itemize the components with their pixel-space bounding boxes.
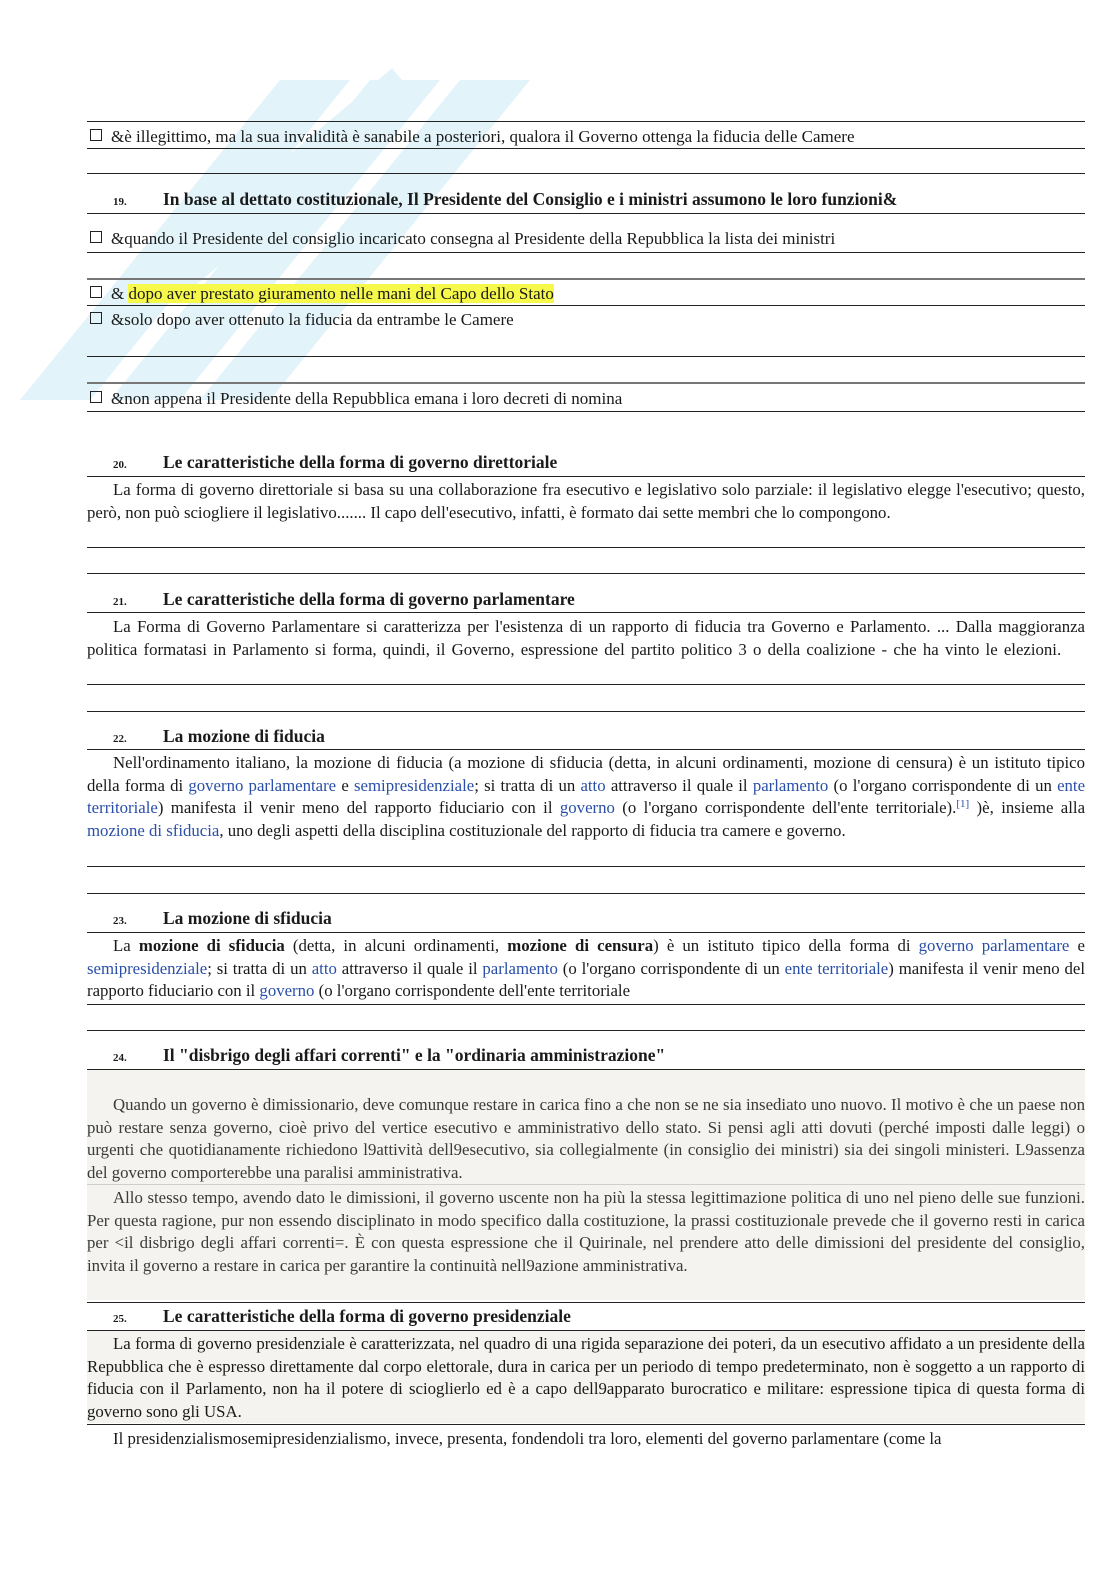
q20-heading: 20. Le caratteristiche della forma di governo direttoriale (113, 452, 558, 472)
q19-option-1[interactable]: &quando il Presidente del consiglio incaricato consegna al Presidente della Repubblica la lista dei ministri (87, 228, 1085, 250)
q19-option-3[interactable]: &solo dopo aver ottenuto la fiducia da entrambe le Camere (87, 309, 1085, 331)
q25-paragraph-2: Il presidenzialismosemipresidenzialismo, invece, presenta, fondendoli tra loro, elementi del governo parlamentare (come la (113, 1429, 942, 1448)
q24-paragraph-2: Allo stesso tempo, avendo dato le dimissioni, il governo uscente non ha più la stessa legittimazione politica di uno nel pieno delle sue funzioni. Per questa ragione, pur non essendo disciplinato in modo specifico dalla costituzione, la prassi costituzionale prevede che il governo resti in carica per <il disbrigo degli affari correnti=. È con questa espressione che il Quirinale, nel prendere atto delle dimissioni del presidente del consiglio, invita il governo a restare in carica per garantire la continuità nell9azione amministrativa. (87, 1188, 1085, 1275)
q25-heading: 25. Le caratteristiche della forma di governo presidenziale (113, 1306, 571, 1326)
q22-answer: Nell'ordinamento italiano, la mozione di fiducia (a mozione di sfiducia (detta, in alcuni ordinamenti, mozione di censura) è un istituto tipico della forma di governo parlamentare e semipresidenziale; si tratta di un atto attraverso il quale il parlamento (o l'organo corrispondente di un ente territoriale) manifesta il venir meno del rapporto fiduciario con il governo (o l'organo corrispondente dell'ente territoriale).[1] )è, insieme alla mozione di sfiducia, uno degli aspetti della disciplina costituzionale del rapporto di fiducia tra camere e governo. (87, 753, 1086, 840)
q25-paragraph-1: La forma di governo presidenziale è caratterizzata, nel quadro di una rigida separazione dei poteri, da un esecutivo affidato a un presidente della Repubblica che è espresso direttamente dal corpo elettorale, dura in carica per un periodo di tempo predeterminato, non è soggetto a un rapporto di fiducia con il Parlamento, non ha il potere di scioglierlo ed è a capo dell9apparato burocratico e militare: espressione tipica di questa forma di governo sono gli USA. (87, 1334, 1085, 1421)
checkbox-icon[interactable] (90, 391, 102, 403)
link-atto[interactable]: atto (580, 775, 606, 795)
checkbox-icon[interactable] (90, 129, 102, 141)
link-governo-parlamentare[interactable]: governo parlamentare (918, 936, 1070, 955)
link-governo-parlamentare[interactable]: governo parlamentare (188, 775, 337, 795)
q21-heading: 21. Le caratteristiche della forma di governo parlamentare (113, 589, 575, 609)
highlighted-answer: dopo aver prestato giuramento nelle mani del Capo dello Stato (128, 284, 554, 303)
q20-answer: La forma di governo direttoriale si basa su una collaborazione fra esecutivo e legislativo solo parziale: il legislativo elegge l'esecutivo; questo, però, non può sciogliere il legislativo....... Il capo dell'esecutivo, infatti, è formato dai sette membri che lo compongono. (87, 480, 1085, 522)
q19-heading: 19. In base al dettato costituzionale, Il Presidente del Consiglio e i ministri assumono le loro funzioni& (113, 189, 898, 209)
link-semipresidenziale[interactable]: semipresidenziale (87, 958, 208, 978)
q21-answer: La Forma di Governo Parlamentare si caratterizza per l'esistenza di un rapporto di fiducia tra Governo e Parlamento. ... Dalla maggioranza politica formatasi in Parlamento si forma, quindi, il Governo, espressione del partito politico 3 o della coalizione - che ha vinto le elezioni. (87, 617, 1085, 659)
link-parlamento[interactable]: parlamento (482, 958, 558, 978)
checkbox-icon[interactable] (90, 286, 102, 298)
link-mozione-di-sfiducia[interactable]: mozione di sfiducia (87, 820, 220, 840)
link-parlamento[interactable]: parlamento (752, 775, 829, 795)
watermark-logo (20, 40, 580, 500)
q22-heading: 22. La mozione di fiducia (113, 726, 325, 746)
link-governo[interactable]: governo (559, 798, 615, 818)
q23-answer: La mozione di sfiducia (detta, in alcuni ordinamenti, mozione di censura) è un istituto tipico della forma di governo parlamentare e semipresidenziale; si tratta di un atto attraverso il quale il parlamento (o l'organo corrispondente di un ente territoriale) manifesta il venir meno del rapporto fiduciario con il governo (o l'organo corrispondente dell'ente territoriale (87, 936, 1086, 1001)
q19-option-4[interactable]: &non appena il Presidente della Repubblica emana i loro decreti di nomina (87, 388, 1085, 410)
checkbox-icon[interactable] (90, 231, 102, 243)
q24-paragraph-1: Quando un governo è dimissionario, deve comunque restare in carica fino a che non se ne sia insediato uno nuovo. Il motivo è che un paese non può restare senza governo, cioè privo del vertice esecutivo e amministrativo dello stato. Si pensi agli atti dovuti (perché imposti dalle leggi) o urgenti che quotidianamente richiedono l9attività dell9esecutivo, sia collegialmente (in consiglio dei ministri) sia dei singoli ministeri. L9assenza del governo comporterebbe una paralisi amministrativa. (87, 1095, 1085, 1182)
q18-option-4[interactable]: &è illegittimo, ma la sua invalidità è sanabile a posteriori, qualora il Governo ottenga la fiducia delle Camere (87, 126, 1085, 148)
link-semipresidenziale[interactable]: semipresidenziale (354, 775, 475, 795)
checkbox-icon[interactable] (90, 312, 102, 324)
q23-heading: 23. La mozione di sfiducia (113, 908, 332, 928)
link-ente-territoriale[interactable]: ente territoriale (87, 775, 1086, 818)
link-atto[interactable]: atto (311, 958, 337, 978)
footnote-ref[interactable]: [1] (956, 798, 970, 811)
q24-heading: 24. Il "disbrigo degli affari correnti" e la "ordinaria amministrazione" (113, 1045, 666, 1065)
link-governo[interactable]: governo (259, 981, 315, 1001)
q24-divider (87, 1184, 1085, 1185)
link-ente-territoriale[interactable]: ente territoriale (784, 958, 889, 978)
q19-option-2[interactable]: & dopo aver prestato giuramento nelle mani del Capo dello Stato (87, 283, 1085, 305)
